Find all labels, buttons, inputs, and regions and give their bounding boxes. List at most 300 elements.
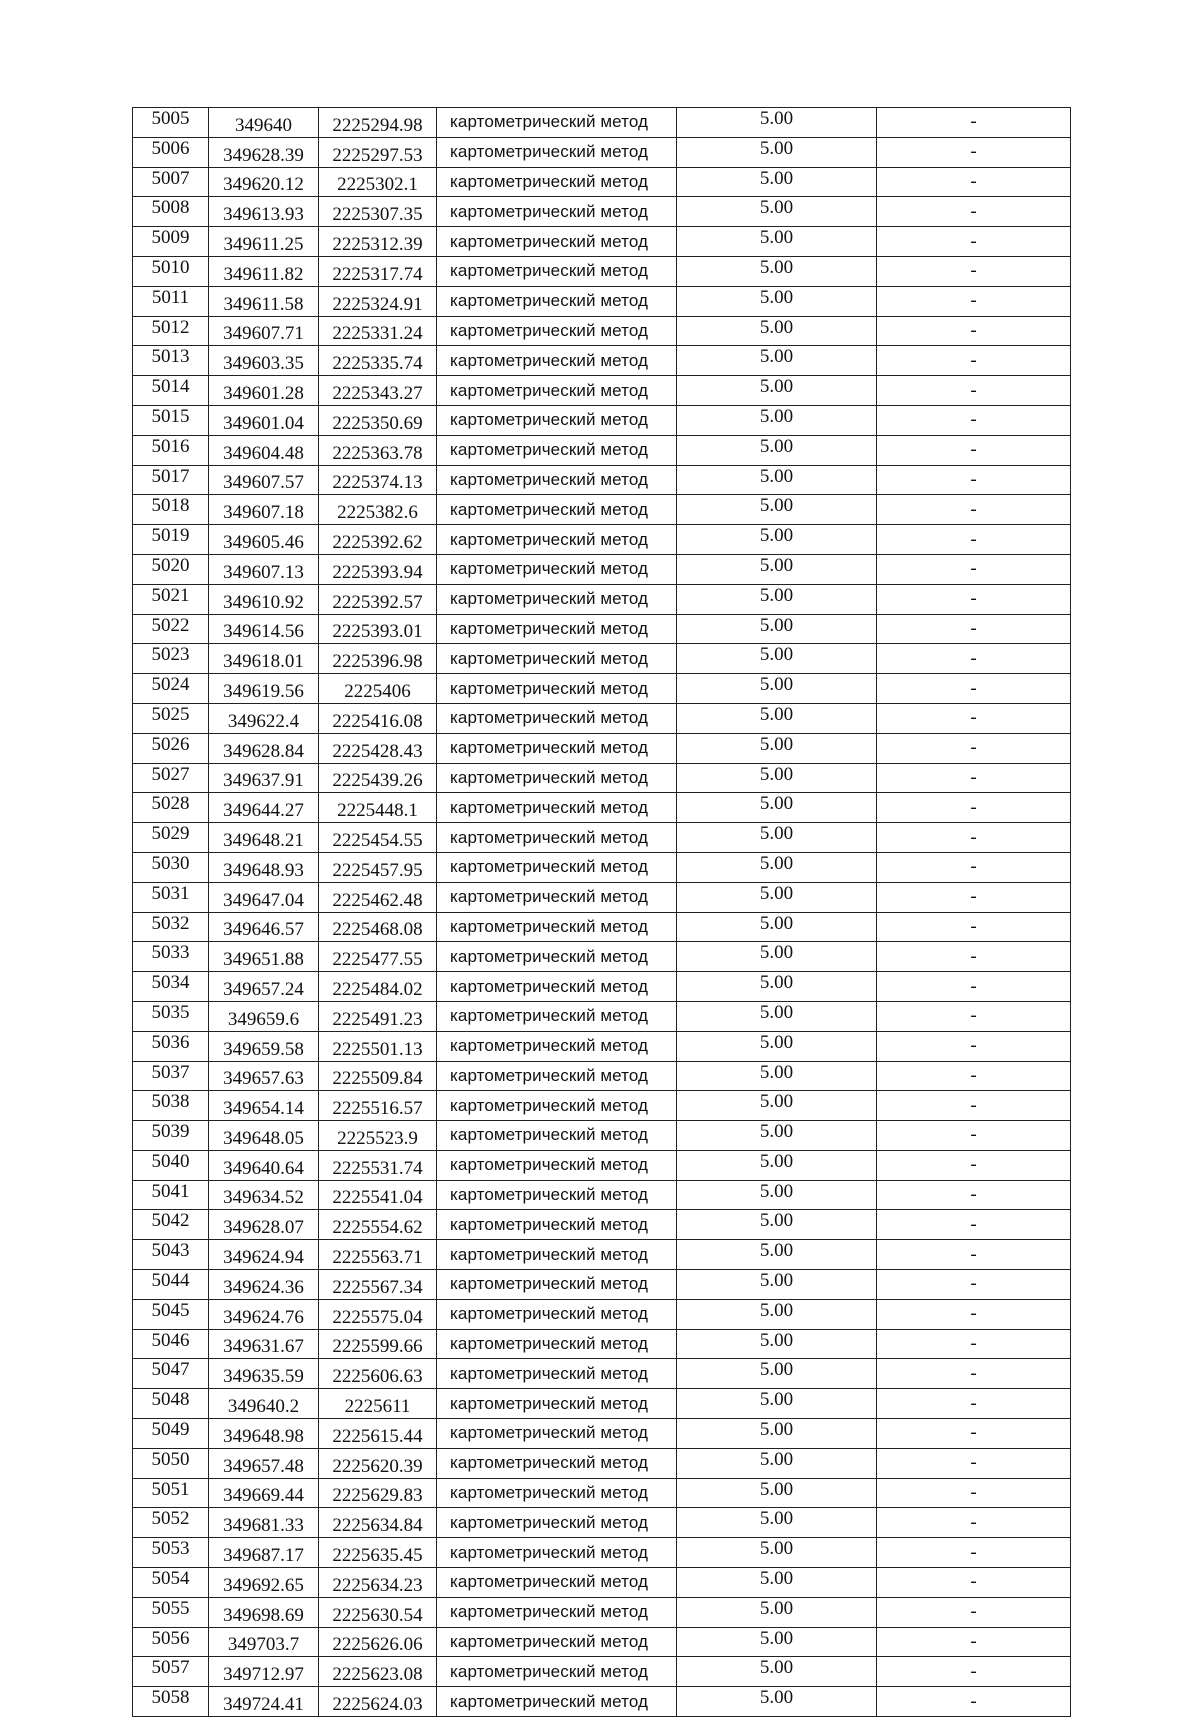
description-cell: -	[877, 703, 1071, 733]
table-row	[133, 1001, 1071, 1031]
accuracy-cell: 5.00	[677, 405, 877, 435]
coordinates-table	[132, 107, 1071, 1717]
x-coordinate-cell: 349712.97	[209, 1657, 319, 1687]
accuracy-cell: 5.00	[677, 733, 877, 763]
method-cell: картометрический метод	[437, 1001, 677, 1031]
description-cell: -	[877, 1061, 1071, 1091]
point-number-cell: 5025	[133, 703, 209, 733]
x-coordinate-cell: 349635.59	[209, 1359, 319, 1389]
y-coordinate-cell: 2225374.13	[319, 465, 437, 495]
point-number-cell: 5045	[133, 1299, 209, 1329]
x-coordinate-cell: 349607.71	[209, 316, 319, 346]
point-number-cell: 5006	[133, 137, 209, 167]
point-number-cell: 5029	[133, 823, 209, 853]
x-coordinate-cell: 349648.98	[209, 1419, 319, 1449]
point-number-cell: 5036	[133, 1031, 209, 1061]
y-coordinate-cell: 2225393.01	[319, 614, 437, 644]
table-row	[133, 1597, 1071, 1627]
table-row	[133, 1061, 1071, 1091]
y-coordinate-cell: 2225624.03	[319, 1687, 437, 1717]
y-coordinate-cell: 2225363.78	[319, 435, 437, 465]
method-cell: картометрический метод	[437, 703, 677, 733]
accuracy-cell: 5.00	[677, 1180, 877, 1210]
table-row	[133, 167, 1071, 197]
point-number-cell: 5035	[133, 1001, 209, 1031]
accuracy-cell: 5.00	[677, 1121, 877, 1151]
method-cell: картометрический метод	[437, 405, 677, 435]
description-cell: -	[877, 465, 1071, 495]
point-number-cell: 5053	[133, 1538, 209, 1568]
table-row	[133, 1538, 1071, 1568]
point-number-cell: 5028	[133, 793, 209, 823]
method-cell: картометрический метод	[437, 1508, 677, 1538]
accuracy-cell: 5.00	[677, 108, 877, 138]
table-row	[133, 435, 1071, 465]
method-cell: картометрический метод	[437, 823, 677, 853]
description-cell: -	[877, 1210, 1071, 1240]
method-cell: картометрический метод	[437, 1091, 677, 1121]
y-coordinate-cell: 2225541.04	[319, 1180, 437, 1210]
method-cell: картометрический метод	[437, 108, 677, 138]
description-cell: -	[877, 554, 1071, 584]
x-coordinate-cell: 349620.12	[209, 167, 319, 197]
accuracy-cell: 5.00	[677, 1061, 877, 1091]
y-coordinate-cell: 2225324.91	[319, 286, 437, 316]
point-number-cell: 5009	[133, 227, 209, 257]
accuracy-cell: 5.00	[677, 495, 877, 525]
y-coordinate-cell: 2225312.39	[319, 227, 437, 257]
point-number-cell: 5049	[133, 1419, 209, 1449]
method-cell: картометрический метод	[437, 1597, 677, 1627]
accuracy-cell: 5.00	[677, 1299, 877, 1329]
accuracy-cell: 5.00	[677, 1329, 877, 1359]
table-row	[133, 614, 1071, 644]
y-coordinate-cell: 2225454.55	[319, 823, 437, 853]
y-coordinate-cell: 2225623.08	[319, 1657, 437, 1687]
method-cell: картометрический метод	[437, 1329, 677, 1359]
table-row	[133, 1180, 1071, 1210]
description-cell: -	[877, 1597, 1071, 1627]
description-cell: -	[877, 1150, 1071, 1180]
accuracy-cell: 5.00	[677, 435, 877, 465]
x-coordinate-cell: 349659.58	[209, 1031, 319, 1061]
y-coordinate-cell: 2225331.24	[319, 316, 437, 346]
y-coordinate-cell: 2225382.6	[319, 495, 437, 525]
description-cell: -	[877, 763, 1071, 793]
y-coordinate-cell: 2225620.39	[319, 1448, 437, 1478]
table-row	[133, 763, 1071, 793]
table-row	[133, 346, 1071, 376]
accuracy-cell: 5.00	[677, 614, 877, 644]
x-coordinate-cell: 349687.17	[209, 1538, 319, 1568]
point-number-cell: 5008	[133, 197, 209, 227]
description-cell: -	[877, 1538, 1071, 1568]
table-row	[133, 554, 1071, 584]
table-row	[133, 227, 1071, 257]
x-coordinate-cell: 349681.33	[209, 1508, 319, 1538]
method-cell: картометрический метод	[437, 435, 677, 465]
x-coordinate-cell: 349604.48	[209, 435, 319, 465]
table-row	[133, 1121, 1071, 1151]
table-row	[133, 1150, 1071, 1180]
description-cell: -	[877, 972, 1071, 1002]
y-coordinate-cell: 2225462.48	[319, 882, 437, 912]
method-cell: картометрический метод	[437, 1389, 677, 1419]
x-coordinate-cell: 349631.67	[209, 1329, 319, 1359]
description-cell: -	[877, 674, 1071, 704]
accuracy-cell: 5.00	[677, 852, 877, 882]
x-coordinate-cell: 349637.91	[209, 763, 319, 793]
table-row	[133, 1240, 1071, 1270]
table-row	[133, 1508, 1071, 1538]
description-cell: -	[877, 435, 1071, 465]
y-coordinate-cell: 2225392.57	[319, 584, 437, 614]
point-number-cell: 5024	[133, 674, 209, 704]
description-cell: -	[877, 1419, 1071, 1449]
y-coordinate-cell: 2225501.13	[319, 1031, 437, 1061]
accuracy-cell: 5.00	[677, 525, 877, 555]
accuracy-cell: 5.00	[677, 1091, 877, 1121]
y-coordinate-cell: 2225523.9	[319, 1121, 437, 1151]
y-coordinate-cell: 2225509.84	[319, 1061, 437, 1091]
method-cell: картометрический метод	[437, 256, 677, 286]
y-coordinate-cell: 2225626.06	[319, 1627, 437, 1657]
description-cell: -	[877, 1687, 1071, 1717]
y-coordinate-cell: 2225317.74	[319, 256, 437, 286]
x-coordinate-cell: 349614.56	[209, 614, 319, 644]
description-cell: -	[877, 912, 1071, 942]
table-row	[133, 1419, 1071, 1449]
x-coordinate-cell: 349607.57	[209, 465, 319, 495]
table-row	[133, 465, 1071, 495]
description-cell: -	[877, 346, 1071, 376]
y-coordinate-cell: 2225457.95	[319, 852, 437, 882]
description-cell: -	[877, 942, 1071, 972]
table-row	[133, 1568, 1071, 1598]
point-number-cell: 5031	[133, 882, 209, 912]
method-cell: картометрический метод	[437, 1657, 677, 1687]
accuracy-cell: 5.00	[677, 1419, 877, 1449]
accuracy-cell: 5.00	[677, 1359, 877, 1389]
description-cell: -	[877, 495, 1071, 525]
table-row	[133, 1329, 1071, 1359]
x-coordinate-cell: 349640.64	[209, 1150, 319, 1180]
x-coordinate-cell: 349619.56	[209, 674, 319, 704]
y-coordinate-cell: 2225563.71	[319, 1240, 437, 1270]
x-coordinate-cell: 349647.04	[209, 882, 319, 912]
method-cell: картометрический метод	[437, 316, 677, 346]
table-row	[133, 256, 1071, 286]
y-coordinate-cell: 2225491.23	[319, 1001, 437, 1031]
accuracy-cell: 5.00	[677, 1150, 877, 1180]
description-cell: -	[877, 1508, 1071, 1538]
accuracy-cell: 5.00	[677, 376, 877, 406]
point-number-cell: 5021	[133, 584, 209, 614]
point-number-cell: 5058	[133, 1687, 209, 1717]
point-number-cell: 5027	[133, 763, 209, 793]
method-cell: картометрический метод	[437, 1270, 677, 1300]
accuracy-cell: 5.00	[677, 1657, 877, 1687]
point-number-cell: 5030	[133, 852, 209, 882]
table-row	[133, 376, 1071, 406]
x-coordinate-cell: 349692.65	[209, 1568, 319, 1598]
y-coordinate-cell: 2225575.04	[319, 1299, 437, 1329]
table-row	[133, 108, 1071, 138]
point-number-cell: 5048	[133, 1389, 209, 1419]
point-number-cell: 5054	[133, 1568, 209, 1598]
accuracy-cell: 5.00	[677, 1240, 877, 1270]
accuracy-cell: 5.00	[677, 1568, 877, 1598]
description-cell: -	[877, 584, 1071, 614]
x-coordinate-cell: 349640.2	[209, 1389, 319, 1419]
table-row	[133, 972, 1071, 1002]
table-row	[133, 882, 1071, 912]
table-row	[133, 703, 1071, 733]
method-cell: картометрический метод	[437, 793, 677, 823]
description-cell: -	[877, 197, 1071, 227]
method-cell: картометрический метод	[437, 376, 677, 406]
x-coordinate-cell: 349611.82	[209, 256, 319, 286]
point-number-cell: 5007	[133, 167, 209, 197]
method-cell: картометрический метод	[437, 554, 677, 584]
method-cell: картометрический метод	[437, 1538, 677, 1568]
y-coordinate-cell: 2225350.69	[319, 405, 437, 435]
method-cell: картометрический метод	[437, 197, 677, 227]
accuracy-cell: 5.00	[677, 227, 877, 257]
point-number-cell: 5055	[133, 1597, 209, 1627]
table-row	[133, 1687, 1071, 1717]
y-coordinate-cell: 2225606.63	[319, 1359, 437, 1389]
accuracy-cell: 5.00	[677, 1448, 877, 1478]
x-coordinate-cell: 349648.93	[209, 852, 319, 882]
accuracy-cell: 5.00	[677, 1627, 877, 1657]
table-row	[133, 316, 1071, 346]
point-number-cell: 5034	[133, 972, 209, 1002]
x-coordinate-cell: 349657.48	[209, 1448, 319, 1478]
accuracy-cell: 5.00	[677, 1210, 877, 1240]
accuracy-cell: 5.00	[677, 763, 877, 793]
y-coordinate-cell: 2225477.55	[319, 942, 437, 972]
method-cell: картометрический метод	[437, 852, 677, 882]
point-number-cell: 5038	[133, 1091, 209, 1121]
point-number-cell: 5015	[133, 405, 209, 435]
table-row	[133, 584, 1071, 614]
description-cell: -	[877, 733, 1071, 763]
accuracy-cell: 5.00	[677, 1001, 877, 1031]
accuracy-cell: 5.00	[677, 554, 877, 584]
point-number-cell: 5032	[133, 912, 209, 942]
x-coordinate-cell: 349657.63	[209, 1061, 319, 1091]
accuracy-cell: 5.00	[677, 167, 877, 197]
method-cell: картометрический метод	[437, 942, 677, 972]
description-cell: -	[877, 286, 1071, 316]
accuracy-cell: 5.00	[677, 823, 877, 853]
y-coordinate-cell: 2225630.54	[319, 1597, 437, 1627]
y-coordinate-cell: 2225635.45	[319, 1538, 437, 1568]
description-cell: -	[877, 1448, 1071, 1478]
method-cell: картометрический метод	[437, 584, 677, 614]
point-number-cell: 5051	[133, 1478, 209, 1508]
point-number-cell: 5022	[133, 614, 209, 644]
y-coordinate-cell: 2225297.53	[319, 137, 437, 167]
x-coordinate-cell: 349624.76	[209, 1299, 319, 1329]
method-cell: картометрический метод	[437, 1568, 677, 1598]
description-cell: -	[877, 1240, 1071, 1270]
description-cell: -	[877, 256, 1071, 286]
x-coordinate-cell: 349622.4	[209, 703, 319, 733]
accuracy-cell: 5.00	[677, 1031, 877, 1061]
y-coordinate-cell: 2225634.84	[319, 1508, 437, 1538]
accuracy-cell: 5.00	[677, 912, 877, 942]
point-number-cell: 5050	[133, 1448, 209, 1478]
description-cell: -	[877, 1091, 1071, 1121]
method-cell: картометрический метод	[437, 1448, 677, 1478]
y-coordinate-cell: 2225343.27	[319, 376, 437, 406]
description-cell: -	[877, 793, 1071, 823]
description-cell: -	[877, 1657, 1071, 1687]
point-number-cell: 5046	[133, 1329, 209, 1359]
point-number-cell: 5026	[133, 733, 209, 763]
accuracy-cell: 5.00	[677, 972, 877, 1002]
x-coordinate-cell: 349624.36	[209, 1270, 319, 1300]
accuracy-cell: 5.00	[677, 584, 877, 614]
description-cell: -	[877, 1359, 1071, 1389]
method-cell: картометрический метод	[437, 1687, 677, 1717]
accuracy-cell: 5.00	[677, 1538, 877, 1568]
method-cell: картометрический метод	[437, 1419, 677, 1449]
x-coordinate-cell: 349601.28	[209, 376, 319, 406]
x-coordinate-cell: 349648.21	[209, 823, 319, 853]
x-coordinate-cell: 349618.01	[209, 644, 319, 674]
description-cell: -	[877, 316, 1071, 346]
point-number-cell: 5047	[133, 1359, 209, 1389]
description-cell: -	[877, 882, 1071, 912]
x-coordinate-cell: 349644.27	[209, 793, 319, 823]
method-cell: картометрический метод	[437, 1210, 677, 1240]
accuracy-cell: 5.00	[677, 703, 877, 733]
x-coordinate-cell: 349613.93	[209, 197, 319, 227]
description-cell: -	[877, 108, 1071, 138]
y-coordinate-cell: 2225307.35	[319, 197, 437, 227]
x-coordinate-cell: 349657.24	[209, 972, 319, 1002]
point-number-cell: 5017	[133, 465, 209, 495]
point-number-cell: 5020	[133, 554, 209, 584]
method-cell: картометрический метод	[437, 227, 677, 257]
method-cell: картометрический метод	[437, 882, 677, 912]
y-coordinate-cell: 2225554.62	[319, 1210, 437, 1240]
accuracy-cell: 5.00	[677, 1389, 877, 1419]
table-row	[133, 1627, 1071, 1657]
table-row	[133, 405, 1071, 435]
table-row	[133, 793, 1071, 823]
point-number-cell: 5041	[133, 1180, 209, 1210]
point-number-cell: 5042	[133, 1210, 209, 1240]
y-coordinate-cell: 2225448.1	[319, 793, 437, 823]
table-row	[133, 912, 1071, 942]
x-coordinate-cell: 349610.92	[209, 584, 319, 614]
method-cell: картометрический метод	[437, 1359, 677, 1389]
table-row	[133, 137, 1071, 167]
description-cell: -	[877, 525, 1071, 555]
y-coordinate-cell: 2225531.74	[319, 1150, 437, 1180]
description-cell: -	[877, 405, 1071, 435]
accuracy-cell: 5.00	[677, 674, 877, 704]
description-cell: -	[877, 823, 1071, 853]
point-number-cell: 5014	[133, 376, 209, 406]
x-coordinate-cell: 349628.84	[209, 733, 319, 763]
table-row	[133, 1448, 1071, 1478]
method-cell: картометрический метод	[437, 525, 677, 555]
method-cell: картометрический метод	[437, 614, 677, 644]
y-coordinate-cell: 2225615.44	[319, 1419, 437, 1449]
y-coordinate-cell: 2225335.74	[319, 346, 437, 376]
y-coordinate-cell: 2225439.26	[319, 763, 437, 793]
description-cell: -	[877, 1001, 1071, 1031]
method-cell: картометрический метод	[437, 495, 677, 525]
table-row	[133, 1657, 1071, 1687]
description-cell: -	[877, 614, 1071, 644]
table-row	[133, 495, 1071, 525]
x-coordinate-cell: 349659.6	[209, 1001, 319, 1031]
table-row	[133, 674, 1071, 704]
description-cell: -	[877, 137, 1071, 167]
x-coordinate-cell: 349601.04	[209, 405, 319, 435]
method-cell: картометрический метод	[437, 286, 677, 316]
method-cell: картометрический метод	[437, 465, 677, 495]
table-row	[133, 1031, 1071, 1061]
x-coordinate-cell: 349646.57	[209, 912, 319, 942]
method-cell: картометрический метод	[437, 1478, 677, 1508]
description-cell: -	[877, 852, 1071, 882]
x-coordinate-cell: 349669.44	[209, 1478, 319, 1508]
description-cell: -	[877, 1568, 1071, 1598]
point-number-cell: 5040	[133, 1150, 209, 1180]
method-cell: картометрический метод	[437, 167, 677, 197]
y-coordinate-cell: 2225484.02	[319, 972, 437, 1002]
table-row	[133, 733, 1071, 763]
description-cell: -	[877, 1121, 1071, 1151]
x-coordinate-cell: 349603.35	[209, 346, 319, 376]
table-row	[133, 942, 1071, 972]
table-row	[133, 1299, 1071, 1329]
point-number-cell: 5052	[133, 1508, 209, 1538]
description-cell: -	[877, 1389, 1071, 1419]
description-cell: -	[877, 1270, 1071, 1300]
x-coordinate-cell: 349648.05	[209, 1121, 319, 1151]
method-cell: картометрический метод	[437, 1180, 677, 1210]
y-coordinate-cell: 2225406	[319, 674, 437, 704]
point-number-cell: 5057	[133, 1657, 209, 1687]
method-cell: картометрический метод	[437, 972, 677, 1002]
point-number-cell: 5010	[133, 256, 209, 286]
y-coordinate-cell: 2225416.08	[319, 703, 437, 733]
point-number-cell: 5012	[133, 316, 209, 346]
method-cell: картометрический метод	[437, 1299, 677, 1329]
accuracy-cell: 5.00	[677, 1270, 877, 1300]
table-row	[133, 1478, 1071, 1508]
method-cell: картометрический метод	[437, 763, 677, 793]
point-number-cell: 5043	[133, 1240, 209, 1270]
y-coordinate-cell: 2225634.23	[319, 1568, 437, 1598]
table-row	[133, 852, 1071, 882]
description-cell: -	[877, 1478, 1071, 1508]
description-cell: -	[877, 1627, 1071, 1657]
table-row	[133, 1389, 1071, 1419]
x-coordinate-cell: 349698.69	[209, 1597, 319, 1627]
method-cell: картометрический метод	[437, 644, 677, 674]
accuracy-cell: 5.00	[677, 942, 877, 972]
x-coordinate-cell: 349611.58	[209, 286, 319, 316]
